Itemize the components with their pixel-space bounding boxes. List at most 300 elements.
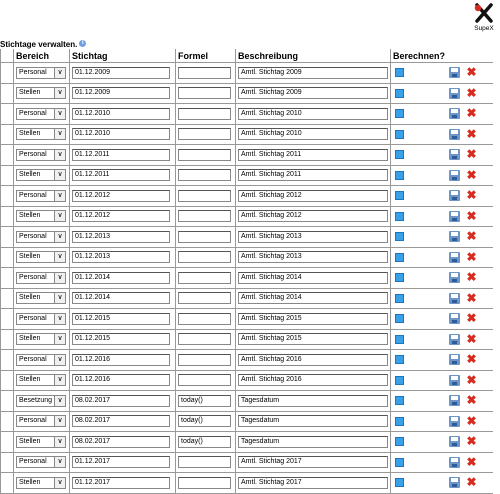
chevron-down-icon[interactable]: ∨ xyxy=(54,355,65,365)
row-spacer xyxy=(1,411,14,432)
bereich-select[interactable] xyxy=(16,87,66,99)
col-bereich: Bereich xyxy=(14,49,70,63)
beschreibung-cell xyxy=(236,247,391,268)
stichtag-cell xyxy=(70,104,176,125)
delete-icon[interactable]: ✖ xyxy=(466,85,477,100)
beschreibung-cell xyxy=(236,206,391,227)
bereich-cell xyxy=(14,350,70,371)
bereich-cell xyxy=(14,411,70,432)
stichtag-input[interactable]: 08.02.2017 xyxy=(72,415,170,427)
bereich-select[interactable] xyxy=(16,251,66,263)
chevron-down-icon[interactable]: ∨ xyxy=(54,314,65,324)
table-row xyxy=(1,206,494,227)
bereich-value: Stellen xyxy=(19,335,41,343)
beschreibung-input[interactable]: Amtl. Stichtag 2011 xyxy=(238,149,388,161)
stichtag-input[interactable]: 01.12.2009 xyxy=(72,87,170,99)
row-spacer xyxy=(1,186,14,207)
formel-cell xyxy=(176,350,236,371)
bereich-cell xyxy=(14,391,70,412)
formel-input[interactable]: today() xyxy=(178,415,231,427)
beschreibung-input[interactable]: Amtl. Stichtag 2009 xyxy=(238,87,388,99)
save-icon[interactable] xyxy=(449,416,460,427)
beschreibung-cell xyxy=(236,288,391,309)
actions-cell xyxy=(449,124,493,145)
formel-input[interactable] xyxy=(178,456,231,468)
beschreibung-input[interactable]: Amtl. Stichtag 2009 xyxy=(238,67,388,79)
berechnen-checkbox[interactable] xyxy=(395,294,404,303)
berechnen-checkbox[interactable] xyxy=(395,191,404,200)
chevron-down-icon[interactable]: ∨ xyxy=(54,252,65,262)
stichtag-input[interactable]: 01.12.2010 xyxy=(72,108,170,120)
actions-cell xyxy=(449,104,493,125)
stichtag-input[interactable]: 01.12.2012 xyxy=(72,190,170,202)
beschreibung-input[interactable]: Amtl. Stichtag 2016 xyxy=(238,354,388,366)
stichtag-cell xyxy=(70,411,176,432)
delete-icon[interactable]: ✖ xyxy=(466,413,477,428)
chevron-down-icon[interactable]: ∨ xyxy=(54,109,65,119)
beschreibung-input[interactable]: Amtl. Stichtag 2014 xyxy=(238,292,388,304)
actions-cell xyxy=(449,247,493,268)
berechnen-cell xyxy=(391,247,450,268)
page-title xyxy=(0,40,86,49)
col-actions xyxy=(449,49,493,63)
berechnen-checkbox[interactable] xyxy=(395,171,404,180)
delete-icon[interactable]: ✖ xyxy=(466,475,477,490)
formel-input[interactable] xyxy=(178,251,231,263)
beschreibung-cell xyxy=(236,309,391,330)
delete-icon[interactable]: ✖ xyxy=(466,147,477,162)
stichtag-input[interactable]: 01.12.2016 xyxy=(72,354,170,366)
stichtag-input[interactable]: 08.02.2017 xyxy=(72,395,170,407)
delete-icon[interactable]: ✖ xyxy=(466,290,477,305)
delete-icon[interactable]: ✖ xyxy=(466,167,477,182)
formel-input[interactable] xyxy=(178,313,231,325)
bereich-select[interactable] xyxy=(16,210,66,222)
beschreibung-cell xyxy=(236,124,391,145)
save-icon[interactable] xyxy=(449,129,460,140)
row-spacer xyxy=(1,309,14,330)
bereich-value: Personal xyxy=(19,355,47,363)
berechnen-cell xyxy=(391,227,450,248)
berechnen-cell xyxy=(391,63,450,84)
delete-icon[interactable]: ✖ xyxy=(466,270,477,285)
berechnen-checkbox[interactable] xyxy=(395,437,404,446)
berechnen-checkbox[interactable] xyxy=(395,109,404,118)
save-icon[interactable] xyxy=(449,108,460,119)
row-spacer xyxy=(1,227,14,248)
delete-icon[interactable]: ✖ xyxy=(466,229,477,244)
beschreibung-input[interactable]: Amtl. Stichtag 2017 xyxy=(238,456,388,468)
stichtag-cell xyxy=(70,206,176,227)
bereich-value: Personal xyxy=(19,191,47,199)
formel-cell xyxy=(176,227,236,248)
bereich-value: Personal xyxy=(19,150,47,158)
save-icon[interactable] xyxy=(449,375,460,386)
bereich-cell xyxy=(14,186,70,207)
actions-cell xyxy=(449,165,493,186)
row-spacer xyxy=(1,452,14,473)
berechnen-checkbox[interactable] xyxy=(395,273,404,282)
beschreibung-input[interactable]: Amtl. Stichtag 2010 xyxy=(238,108,388,120)
beschreibung-cell xyxy=(236,370,391,391)
bereich-select[interactable] xyxy=(16,477,66,489)
beschreibung-input[interactable]: Amtl. Stichtag 2012 xyxy=(238,210,388,222)
bereich-cell xyxy=(14,206,70,227)
bereich-cell xyxy=(14,83,70,104)
beschreibung-cell xyxy=(236,432,391,453)
beschreibung-input[interactable]: Amtl. Stichtag 2010 xyxy=(238,128,388,140)
save-icon[interactable] xyxy=(449,190,460,201)
berechnen-cell xyxy=(391,391,450,412)
stichtag-input[interactable]: 01.12.2009 xyxy=(72,67,170,79)
bereich-select[interactable] xyxy=(16,436,66,448)
formel-input[interactable] xyxy=(178,149,231,161)
beschreibung-input[interactable]: Amtl. Stichtag 2016 xyxy=(238,374,388,386)
stichtag-input[interactable]: 01.12.2013 xyxy=(72,251,170,263)
formel-cell xyxy=(176,206,236,227)
save-icon[interactable] xyxy=(449,457,460,468)
stichtag-input[interactable]: 01.12.2015 xyxy=(72,313,170,325)
formel-cell xyxy=(176,124,236,145)
delete-icon[interactable]: ✖ xyxy=(466,188,477,203)
formel-input[interactable] xyxy=(178,354,231,366)
formel-cell xyxy=(176,247,236,268)
table-row xyxy=(1,247,494,268)
chevron-down-icon[interactable]: ∨ xyxy=(54,293,65,303)
bereich-cell xyxy=(14,227,70,248)
chevron-down-icon[interactable]: ∨ xyxy=(54,170,65,180)
bereich-cell xyxy=(14,452,70,473)
row-spacer xyxy=(1,104,14,125)
stichtag-cell xyxy=(70,288,176,309)
bereich-value: Stellen xyxy=(19,478,41,486)
berechnen-checkbox[interactable] xyxy=(395,458,404,467)
table-row xyxy=(1,329,494,350)
stichtag-input[interactable]: 08.02.2017 xyxy=(72,436,170,448)
page-title-text: Stichtage verwalten. xyxy=(0,40,78,49)
berechnen-checkbox[interactable] xyxy=(395,376,404,385)
delete-icon[interactable]: ✖ xyxy=(466,393,477,408)
berechnen-checkbox[interactable] xyxy=(395,253,404,262)
actions-cell xyxy=(449,309,493,330)
save-icon[interactable] xyxy=(449,436,460,447)
beschreibung-cell xyxy=(236,227,391,248)
bereich-value: Stellen xyxy=(19,212,41,220)
chevron-down-icon[interactable]: ∨ xyxy=(54,457,65,467)
berechnen-checkbox[interactable] xyxy=(395,417,404,426)
bereich-select[interactable] xyxy=(16,169,66,181)
berechnen-cell xyxy=(391,268,450,289)
actions-cell xyxy=(449,391,493,412)
bereich-select[interactable] xyxy=(16,67,66,79)
formel-input[interactable]: today() xyxy=(178,436,231,448)
chevron-down-icon[interactable]: ∨ xyxy=(54,334,65,344)
beschreibung-input[interactable]: Tagesdatum xyxy=(238,395,388,407)
chevron-down-icon[interactable]: ∨ xyxy=(54,273,65,283)
formel-cell xyxy=(176,391,236,412)
delete-icon[interactable]: ✖ xyxy=(466,331,477,346)
formel-input[interactable]: today() xyxy=(178,395,231,407)
stichtag-input[interactable]: 01.12.2010 xyxy=(72,128,170,140)
chevron-down-icon[interactable]: ∨ xyxy=(54,191,65,201)
row-spacer xyxy=(1,391,14,412)
bereich-cell xyxy=(14,370,70,391)
info-icon[interactable]: i xyxy=(79,40,86,47)
beschreibung-cell xyxy=(236,411,391,432)
bereich-value: Stellen xyxy=(19,437,41,445)
chevron-down-icon[interactable]: ∨ xyxy=(54,396,65,406)
formel-input[interactable] xyxy=(178,128,231,140)
col-formel: Formel xyxy=(176,49,236,63)
stichtag-cell xyxy=(70,83,176,104)
table-row xyxy=(1,63,494,84)
stichtag-input[interactable]: 01.12.2012 xyxy=(72,210,170,222)
stichtag-cell xyxy=(70,268,176,289)
actions-cell xyxy=(449,370,493,391)
stichtag-cell xyxy=(70,63,176,84)
formel-input[interactable] xyxy=(178,231,231,243)
save-icon[interactable] xyxy=(449,395,460,406)
bereich-select[interactable] xyxy=(16,354,66,366)
bereich-select[interactable] xyxy=(16,333,66,345)
delete-icon[interactable]: ✖ xyxy=(466,106,477,121)
save-icon[interactable] xyxy=(449,293,460,304)
chevron-down-icon[interactable]: ∨ xyxy=(54,88,65,98)
save-icon[interactable] xyxy=(449,88,460,99)
beschreibung-cell xyxy=(236,63,391,84)
actions-cell xyxy=(449,411,493,432)
chevron-down-icon[interactable]: ∨ xyxy=(54,375,65,385)
berechnen-checkbox[interactable] xyxy=(395,478,404,487)
formel-input[interactable] xyxy=(178,477,231,489)
formel-cell xyxy=(176,432,236,453)
formel-cell xyxy=(176,268,236,289)
row-spacer xyxy=(1,432,14,453)
formel-input[interactable] xyxy=(178,67,231,79)
bereich-select[interactable] xyxy=(16,149,66,161)
berechnen-checkbox[interactable] xyxy=(395,150,404,159)
berechnen-cell xyxy=(391,432,450,453)
bereich-cell xyxy=(14,329,70,350)
formel-input[interactable] xyxy=(178,272,231,284)
beschreibung-cell xyxy=(236,391,391,412)
berechnen-checkbox[interactable] xyxy=(395,130,404,139)
stichtag-input[interactable]: 01.12.2017 xyxy=(72,477,170,489)
table-row xyxy=(1,452,494,473)
table-header-row xyxy=(1,49,494,63)
formel-input[interactable] xyxy=(178,333,231,345)
delete-icon[interactable]: ✖ xyxy=(466,434,477,449)
actions-cell xyxy=(449,186,493,207)
bereich-select[interactable] xyxy=(16,272,66,284)
header-spacer xyxy=(1,49,14,63)
delete-icon[interactable]: ✖ xyxy=(466,352,477,367)
table-row xyxy=(1,370,494,391)
berechnen-checkbox[interactable] xyxy=(395,68,404,77)
berechnen-cell xyxy=(391,350,450,371)
beschreibung-cell xyxy=(236,452,391,473)
stichtag-input[interactable]: 01.12.2011 xyxy=(72,169,170,181)
save-icon[interactable] xyxy=(449,272,460,283)
formel-cell xyxy=(176,145,236,166)
col-berechnen: Berechnen? xyxy=(391,49,450,63)
bereich-select[interactable] xyxy=(16,415,66,427)
bereich-select[interactable] xyxy=(16,313,66,325)
bereich-cell xyxy=(14,145,70,166)
stichtag-input[interactable]: 01.12.2017 xyxy=(72,456,170,468)
formel-input[interactable] xyxy=(178,190,231,202)
berechnen-cell xyxy=(391,411,450,432)
chevron-down-icon[interactable]: ∨ xyxy=(54,68,65,78)
table-row xyxy=(1,227,494,248)
table-row xyxy=(1,309,494,330)
row-spacer xyxy=(1,288,14,309)
delete-icon[interactable]: ✖ xyxy=(466,311,477,326)
save-icon[interactable] xyxy=(449,149,460,160)
bereich-value: Personal xyxy=(19,314,47,322)
stichtag-cell xyxy=(70,391,176,412)
stichtag-input[interactable]: 01.12.2014 xyxy=(72,292,170,304)
beschreibung-input[interactable]: Amtl. Stichtag 2013 xyxy=(238,231,388,243)
beschreibung-input[interactable]: Tagesdatum xyxy=(238,415,388,427)
save-icon[interactable] xyxy=(449,252,460,263)
formel-input[interactable] xyxy=(178,374,231,386)
stichtag-cell xyxy=(70,370,176,391)
bereich-value: Personal xyxy=(19,232,47,240)
berechnen-checkbox[interactable] xyxy=(395,335,404,344)
delete-icon[interactable]: ✖ xyxy=(466,249,477,264)
supex-logo xyxy=(472,3,496,33)
row-spacer xyxy=(1,63,14,84)
chevron-down-icon[interactable]: ∨ xyxy=(54,478,65,488)
delete-icon[interactable]: ✖ xyxy=(466,65,477,80)
berechnen-checkbox[interactable] xyxy=(395,89,404,98)
save-icon[interactable] xyxy=(449,170,460,181)
bereich-value: Personal xyxy=(19,417,47,425)
chevron-down-icon[interactable]: ∨ xyxy=(54,150,65,160)
formel-input[interactable] xyxy=(178,169,231,181)
beschreibung-cell xyxy=(236,165,391,186)
table-row xyxy=(1,432,494,453)
formel-input[interactable] xyxy=(178,108,231,120)
chevron-down-icon[interactable]: ∨ xyxy=(54,437,65,447)
bereich-cell xyxy=(14,288,70,309)
formel-cell xyxy=(176,165,236,186)
formel-cell xyxy=(176,329,236,350)
save-icon[interactable] xyxy=(449,67,460,78)
beschreibung-input[interactable]: Amtl. Stichtag 2015 xyxy=(238,333,388,345)
formel-cell xyxy=(176,63,236,84)
chevron-down-icon[interactable]: ∨ xyxy=(54,129,65,139)
formel-input[interactable] xyxy=(178,292,231,304)
actions-cell xyxy=(449,63,493,84)
formel-cell xyxy=(176,309,236,330)
berechnen-checkbox[interactable] xyxy=(395,355,404,364)
stichtag-cell xyxy=(70,124,176,145)
berechnen-checkbox[interactable] xyxy=(395,232,404,241)
stichtag-cell xyxy=(70,186,176,207)
bereich-value: Besetzung xyxy=(19,396,53,404)
delete-icon[interactable]: ✖ xyxy=(466,372,477,387)
bereich-select[interactable] xyxy=(16,190,66,202)
chevron-down-icon[interactable]: ∨ xyxy=(54,232,65,242)
delete-icon[interactable]: ✖ xyxy=(466,208,477,223)
bereich-select[interactable] xyxy=(16,395,66,407)
bereich-cell xyxy=(14,247,70,268)
beschreibung-input[interactable]: Amtl. Stichtag 2017 xyxy=(238,477,388,489)
chevron-down-icon[interactable]: ∨ xyxy=(54,416,65,426)
row-spacer xyxy=(1,83,14,104)
bereich-value: Personal xyxy=(19,68,47,76)
col-beschreibung: Beschreibung xyxy=(236,49,391,63)
save-icon[interactable] xyxy=(449,477,460,488)
bereich-select[interactable] xyxy=(16,128,66,140)
berechnen-checkbox[interactable] xyxy=(395,314,404,323)
stichtag-input[interactable]: 01.12.2014 xyxy=(72,272,170,284)
actions-cell xyxy=(449,432,493,453)
beschreibung-input[interactable]: Amtl. Stichtag 2012 xyxy=(238,190,388,202)
save-icon[interactable] xyxy=(449,334,460,345)
bereich-cell xyxy=(14,165,70,186)
bereich-select[interactable] xyxy=(16,292,66,304)
actions-cell xyxy=(449,329,493,350)
chevron-down-icon[interactable]: ∨ xyxy=(54,211,65,221)
beschreibung-input[interactable]: Amtl. Stichtag 2011 xyxy=(238,169,388,181)
formel-cell xyxy=(176,186,236,207)
bereich-select[interactable] xyxy=(16,231,66,243)
bereich-select[interactable] xyxy=(16,456,66,468)
stichtag-input[interactable]: 01.12.2011 xyxy=(72,149,170,161)
col-stichtag: Stichtag xyxy=(70,49,176,63)
formel-cell xyxy=(176,83,236,104)
beschreibung-input[interactable]: Amtl. Stichtag 2013 xyxy=(238,251,388,263)
beschreibung-cell xyxy=(236,104,391,125)
actions-cell xyxy=(449,268,493,289)
save-icon[interactable] xyxy=(449,211,460,222)
row-spacer xyxy=(1,247,14,268)
stichtag-input[interactable]: 01.12.2015 xyxy=(72,333,170,345)
save-icon[interactable] xyxy=(449,231,460,242)
beschreibung-input[interactable]: Tagesdatum xyxy=(238,436,388,448)
save-icon[interactable] xyxy=(449,313,460,324)
berechnen-checkbox[interactable] xyxy=(395,396,404,405)
delete-icon[interactable]: ✖ xyxy=(466,454,477,469)
stichtag-cell xyxy=(70,247,176,268)
beschreibung-input[interactable]: Amtl. Stichtag 2014 xyxy=(238,272,388,284)
stichtag-cell xyxy=(70,350,176,371)
bereich-select[interactable] xyxy=(16,374,66,386)
beschreibung-input[interactable]: Amtl. Stichtag 2015 xyxy=(238,313,388,325)
formel-cell xyxy=(176,288,236,309)
stichtag-cell xyxy=(70,452,176,473)
berechnen-cell xyxy=(391,165,450,186)
save-icon[interactable] xyxy=(449,354,460,365)
stichtag-input[interactable]: 01.12.2013 xyxy=(72,231,170,243)
row-spacer xyxy=(1,124,14,145)
delete-icon[interactable]: ✖ xyxy=(466,126,477,141)
table-row xyxy=(1,288,494,309)
formel-input[interactable] xyxy=(178,87,231,99)
stichtag-cell xyxy=(70,227,176,248)
bereich-select[interactable] xyxy=(16,108,66,120)
berechnen-checkbox[interactable] xyxy=(395,212,404,221)
formel-input[interactable] xyxy=(178,210,231,222)
stichtag-cell xyxy=(70,145,176,166)
stichtag-input[interactable]: 01.12.2016 xyxy=(72,374,170,386)
beschreibung-cell xyxy=(236,329,391,350)
bereich-value: Stellen xyxy=(19,89,41,97)
table-row xyxy=(1,165,494,186)
